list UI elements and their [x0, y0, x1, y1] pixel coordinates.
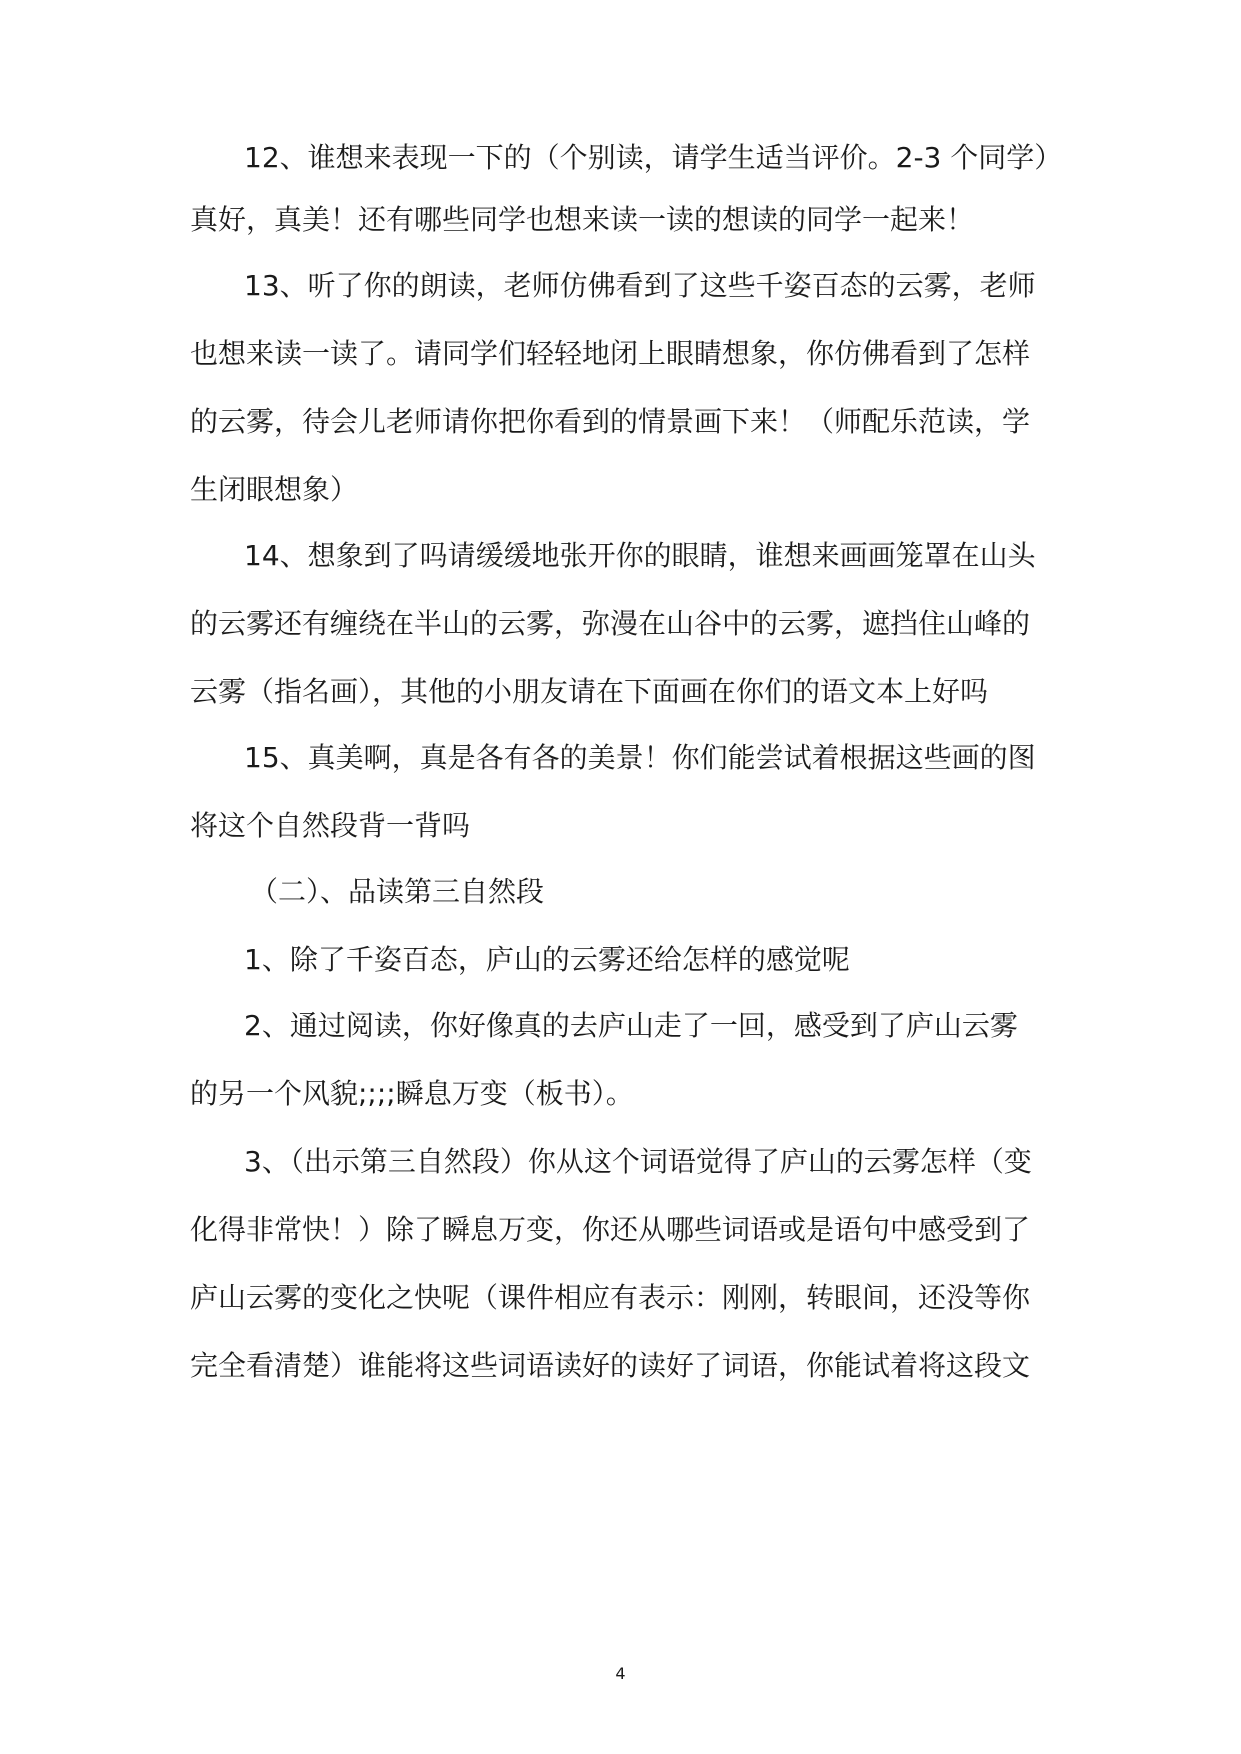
- paragraph-line: 真好，真美！还有哪些同学也想来读一读的想读的同学一起来！: [190, 203, 975, 236]
- paragraph-line: 云雾（指名画），其他的小朋友请在下面画在你们的语文本上好吗: [190, 675, 989, 708]
- paragraph-line: 的云雾，待会儿老师请你把你看到的情景画下来！（师配乐范读，学: [190, 405, 1031, 438]
- paragraph-line: 化得非常快！）除了瞬息万变，你还从哪些词语或是语句中感受到了: [190, 1213, 1031, 1246]
- paragraph-line: 15、真美啊，真是各有各的美景！你们能尝试着根据这些画的图: [244, 741, 1036, 774]
- paragraph-line: 生闭眼想象）: [190, 473, 359, 506]
- paragraph-line: 庐山云雾的变化之快呢（课件相应有表示：刚刚，转眼间，还没等你: [190, 1281, 1031, 1314]
- paragraph-line: 2、通过阅读，你好像真的去庐山走了一回，感受到了庐山云雾: [244, 1009, 1018, 1042]
- paragraph-line: 3、（出示第三自然段）你从这个词语觉得了庐山的云雾怎样（变: [244, 1145, 1032, 1178]
- section-heading: （二）、品读第三自然段: [250, 875, 545, 908]
- paragraph-line: 将这个自然段背一背吗: [190, 809, 471, 842]
- paragraph-line: 的另一个风貌;;;;瞬息万变（板书）。: [190, 1077, 634, 1110]
- paragraph-line: 12、谁想来表现一下的（个别读，请学生适当评价。2-3 个同学）: [244, 141, 1063, 174]
- paragraph-line: 14、想象到了吗请缓缓地张开你的眼睛，谁想来画画笼罩在山头: [244, 539, 1036, 572]
- paragraph-line: 1、除了千姿百态，庐山的云雾还给怎样的感觉呢: [244, 943, 850, 976]
- page-number: 4: [615, 1664, 626, 1683]
- paragraph-line: 完全看清楚）谁能将这些词语读好的读好了词语，你能试着将这段文: [190, 1349, 1031, 1382]
- paragraph-line: 也想来读一读了。请同学们轻轻地闭上眼睛想象，你仿佛看到了怎样: [190, 337, 1031, 370]
- paragraph-line: 13、听了你的朗读，老师仿佛看到了这些千姿百态的云雾，老师: [244, 269, 1036, 302]
- paragraph-line: 的云雾还有缠绕在半山的云雾，弥漫在山谷中的云雾，遮挡住山峰的: [190, 607, 1031, 640]
